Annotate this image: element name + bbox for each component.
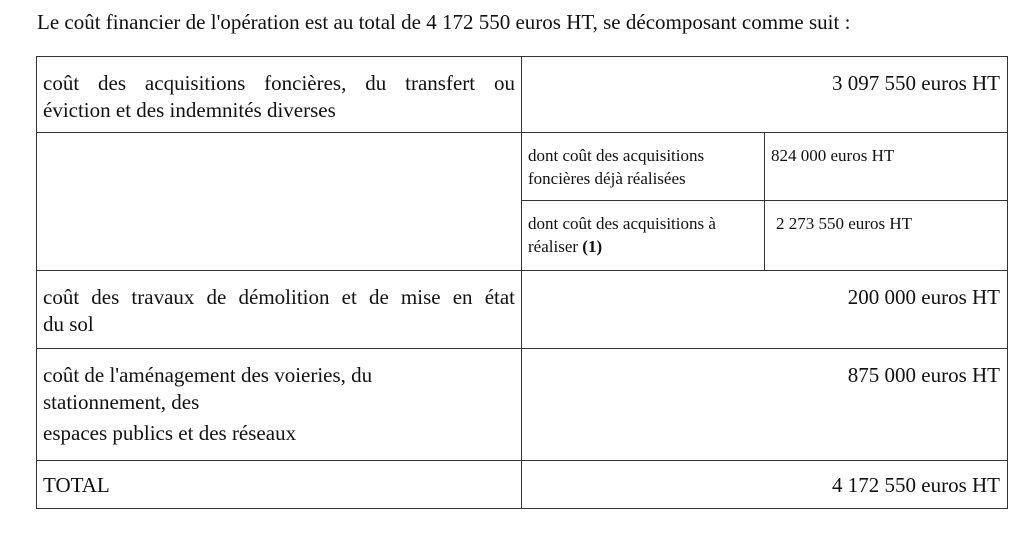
sub-label-realized: dont coût des acquisitions foncières déjà réalisées bbox=[522, 133, 765, 201]
row-label-total: TOTAL bbox=[37, 461, 522, 509]
sub-label-to-realize: dont coût des acquisitions à réaliser (1) bbox=[522, 201, 765, 271]
row-label-acquisitions: coût des acquisitions foncières, du transfert ou éviction et des indemnités diverses bbox=[37, 57, 522, 133]
table-row bbox=[37, 461, 1008, 509]
cost-breakdown-table bbox=[36, 56, 1008, 509]
table-row bbox=[37, 57, 1008, 133]
row-label-demolition: coût des travaux de démolition et de mise en état du sol bbox=[37, 271, 522, 349]
sub-amount-realized: 824 000 euros HT bbox=[765, 133, 1008, 201]
table-row bbox=[37, 133, 1008, 201]
sub-amount-to-realize: 2 273 550 euros HT bbox=[765, 201, 1008, 271]
intro-text: Le coût financier de l'opération est au total de 4 172 550 euros HT, se décomposant comme suit : bbox=[37, 10, 851, 34]
row-amount-acquisitions: 3 097 550 euros HT bbox=[522, 57, 1008, 133]
row-amount-amenagement: 875 000 euros HT bbox=[522, 349, 1008, 461]
row-amount-demolition: 200 000 euros HT bbox=[522, 271, 1008, 349]
table-row bbox=[37, 349, 1008, 461]
footnote-ref: (1) bbox=[582, 237, 603, 256]
empty-label-cell bbox=[37, 133, 522, 271]
table-row bbox=[37, 271, 1008, 349]
row-amount-total: 4 172 550 euros HT bbox=[522, 461, 1008, 509]
row-label-amenagement: coût de l'aménagement des voieries, du stationnement, des espaces publics et des réseaux bbox=[37, 349, 522, 461]
